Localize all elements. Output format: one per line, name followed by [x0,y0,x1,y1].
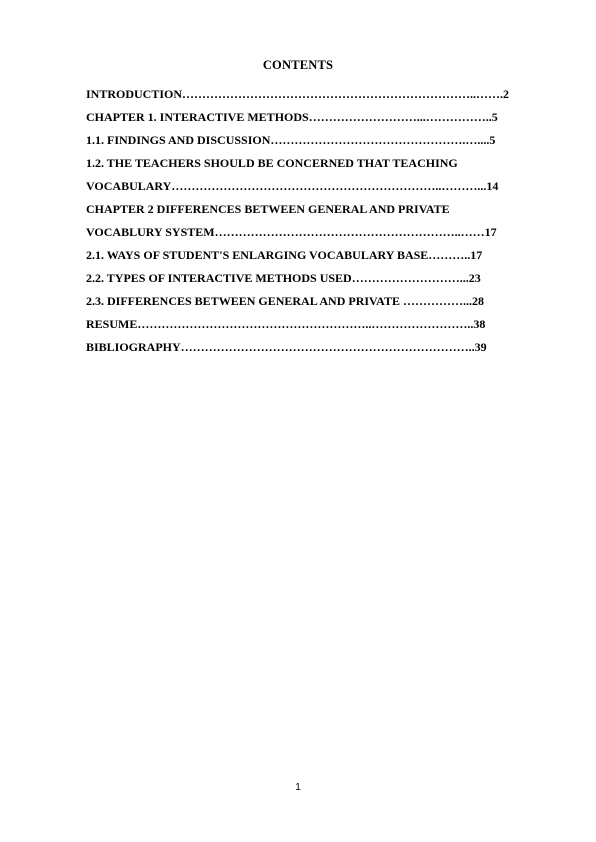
table-of-contents [86,83,556,359]
toc-entry-1-1: 1.1. FINDINGS AND DISCUSSION………………………………………….…....5 [86,133,496,147]
toc-entry-chapter-2-line-1: CHAPTER 2 DIFFERENCES BETWEEN GENERAL AND PRIVATE [86,202,450,216]
toc-entry-1-2-line-1: 1.2. THE TEACHERS SHOULD BE CONCERNED THAT TEACHING [86,156,458,170]
page-title: CONTENTS [262,58,334,72]
toc-entry-introduction: INTRODUCTION………………………………………………………………..…….2 [86,87,510,101]
toc-entry-2-1: 2.1. WAYS OF STUDENT'S ENLARGING VOCABULARY BASE………..17 [86,248,483,262]
toc-entry-chapter-2-line-2: VOCABLURY SYSTEM……………………………………………………..……17 [86,225,497,239]
toc-entry-1-2-line-2: VOCABULARY…………………………………………………………..………...14 [86,179,499,193]
toc-entry-resume: RESUME…………………………………………………..……………………..38 [86,317,486,331]
page-number: 1 [295,782,301,793]
toc-entry-bibliography: BIBLIOGRAPHY………………………………………………………………..39 [86,340,487,354]
toc-entry-chapter-1: CHAPTER 1. INTERACTIVE METHODS………………………...……………..5 [86,110,498,124]
toc-entry-2-2: 2.2. TYPES OF INTERACTIVE METHODS USED………………………...23 [86,271,481,285]
toc-entry-2-3: 2.3. DIFFERENCES BETWEEN GENERAL AND PRIVATE ……………...28 [86,294,484,308]
